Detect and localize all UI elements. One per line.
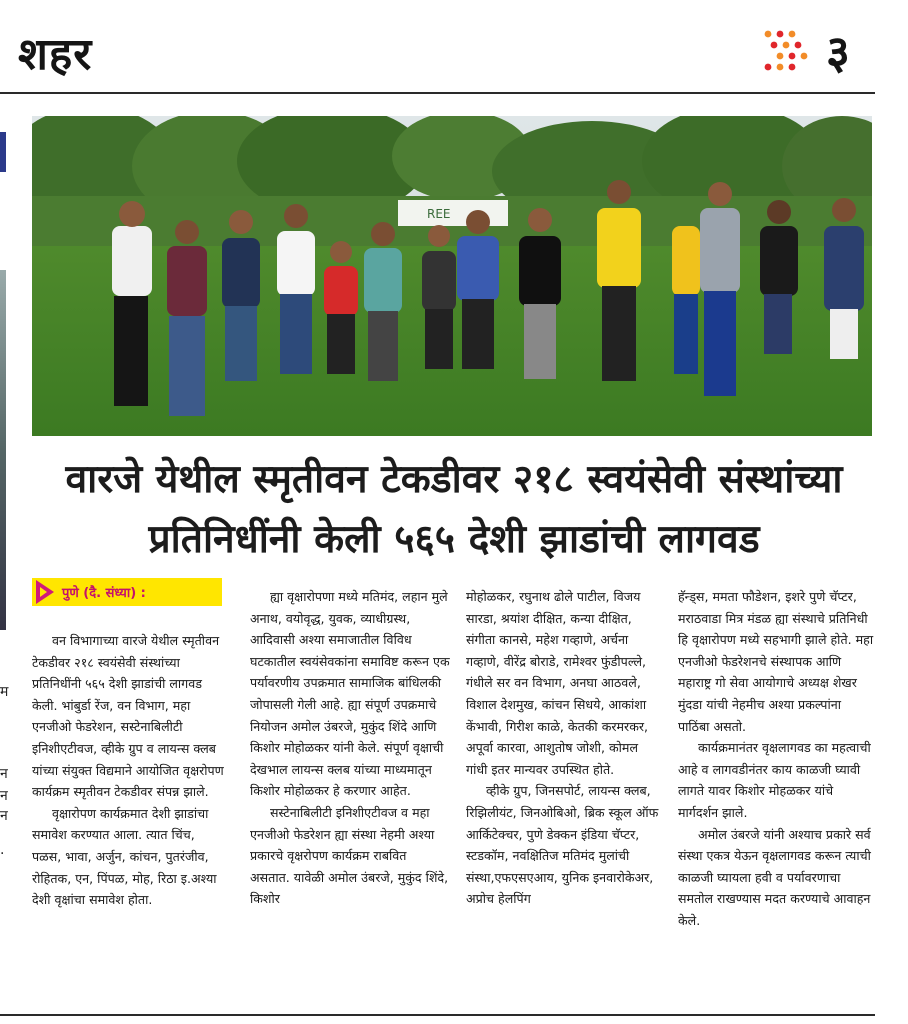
article-column-3 <box>466 586 660 910</box>
page-header <box>0 0 908 96</box>
article-photo <box>32 116 872 436</box>
adjacent-article-edge <box>0 132 6 172</box>
paragraph: मोहोळकर, रघुनाथ ढोले पाटील, विजय सारडा, श्रयांश दीक्षित, कन्या दीक्षित, संगीता कानसे, महेश गव्हाणे, अर्चना गव्हाणे, वीरेंद्र बोराडे, रामेश्वर फुंडीपल्ले, गंधीले सर वन विभाग, अनघा आठवले, विशाल देशमुख, कांचन सिधये, आकांशा केंभावी, गिरीश काळे, केतकी करमरकर, अपूर्वा कारवा, आशुतोष जोशी, कोमल गांधी इतर मान्यवर उपस्थित होते. <box>466 589 649 777</box>
paragraph: हॅन्ड्स, ममता फौडेशन, इशरे पुणे चॅप्टर, मराठवाडा मित्र मंडळ ह्या संस्थाचे प्रतिनिधी हि वृक्षारोपण मध्ये सहभागी झाले होते. महा एनजीओ फेडरेशनचे संस्थापक आणि महाराष्ट्र गो सेवा आयोगाचे अध्यक्ष शेखर मुंदडा यांची नेहमीच अश्या प्रकल्पांना पाठिंबा असतो. <box>678 589 874 734</box>
adjacent-photo-edge <box>0 270 6 630</box>
paragraph: वृक्षारोपण कार्यक्रमात देशी झाडांचा समावेश करण्यात आला. त्यात चिंच, पळस, भावा, अर्जुन, कांचन, पुतरंजीव, रोहितक, एन, पिंपळ, मोह, रिठा इ.अश्या देशी वृक्षांचा समावेश होता. <box>32 805 217 908</box>
event-banner <box>398 200 508 226</box>
dateline-box <box>32 578 222 606</box>
paragraph: ह्या वृक्षारोपणा मध्ये मतिमंद, लहान मुले अनाथ, वयोवृद्ध, युवक, व्याधीग्रस्थ, आदिवासी अश्या समाजातील विविध घटकातील स्वयंसेवकांना समाविष्ट करून एक पर्यावरणीय उपक्रमात सामाजिक बांधिलकी जोपासली गेली आहे. ह्या संपूर्ण उपक्रमाचे नियोजन अमोल उंबरजे, मुकुंद शिंदे आणि किशोर मोहोळकर यांनी केले. संपूर्ण वृक्षाची देखभाल लायन्स क्लब यांच्या माध्यमातून किशोर मोहोळकर हे करणार आहेत. <box>250 589 450 799</box>
gutter-fragment: . <box>0 842 5 858</box>
gutter-fragment: न <box>0 766 8 782</box>
headline-line: प्रतिनिधींनी केली ५६५ देशी झाडांची लागवड <box>148 517 760 562</box>
banner-text: REE <box>427 207 451 221</box>
section-title: शहर <box>18 29 93 80</box>
paragraph: सस्टेनाबिलीटी इनिशीएटीवज व महा एनजीओ फेडरेशन ह्या संस्था नेहमी अश्या प्रकारचे वृक्षरोपण कार्यक्रम राबवित असतात. यावेळी अमोल उंबरजे, मुकुंद शिंदे, किशोर <box>250 804 449 907</box>
volunteers-group-photo <box>32 116 872 436</box>
dateline-arrow-icon <box>36 580 54 604</box>
dateline-text: पुणे (दै. संध्या) : <box>62 586 146 601</box>
tree-line <box>32 116 872 256</box>
paragraph: व्हीके ग्रुप, जिनसपोर्ट, लायन्स क्लब, रिझिलीयंट, जिनओबिओ, ब्रिक स्कूल ऑफ आर्किटेक्चर, पुणे डेक्कन इंडिया चॅप्टर, स्टडकॉम, नवक्षितिज मतिमंद मुलांची संस्था,एफएसएआय, युनिक इनवारोकेअर, अप्रोच हेलपिंग <box>466 783 659 907</box>
page-number: ३ <box>826 25 850 79</box>
newspaper-logo-icon <box>760 28 816 76</box>
paragraph: कार्यक्रमानंतर वृक्षलागवड का महत्वाची आहे व लागवडीनंतर काय काळजी घ्यावी लागते यावर किशोर मोहळकर यांचे मार्गदर्शन झाले. <box>678 740 871 820</box>
paragraph: वन विभागाच्या वारजे येथील स्मृतीवन टेकडीवर २१८ स्वयंसेवी संस्थांच्या प्रतिनिधींनी ५६५ देशी झाडांची लागवड केली. भांबुर्डा रेंज, वन विभाग, महा एनजीओ फेडरेशन, सस्टेनाबिलीटी इनिशीएटीवज, व्हीके ग्रुप व लायन्स क्लब यांच्या संयुक्त विद्यमाने आयोजित वृक्षरोपण कार्यक्रम स्मृतीवन टेकडीवर संपन्न झाले. <box>32 633 224 800</box>
gutter-fragment: न <box>0 788 8 804</box>
footer-divider <box>0 1014 875 1016</box>
article-column-4 <box>678 586 874 932</box>
article-headline <box>20 450 888 570</box>
headline-line: वारजे येथील स्मृतीवन टेकडीवर २१८ स्वयंसेवी संस्थांच्या <box>65 457 843 502</box>
article-column-1 <box>32 630 227 911</box>
logo-dots <box>765 31 808 71</box>
gutter-fragment: न <box>0 808 8 824</box>
article-column-2 <box>250 586 450 910</box>
gutter-fragment: म <box>0 684 9 700</box>
paragraph: अमोल उंबरजे यांनी अश्याच प्रकारे सर्व संस्था एकत्र येऊन वृक्षलागवड करून त्याची काळजी घ्यायला हवी व पर्यावरणाचा समतोल राखण्यास मदत करण्याचे आवाहन केले. <box>678 826 871 928</box>
header-divider <box>0 92 875 94</box>
